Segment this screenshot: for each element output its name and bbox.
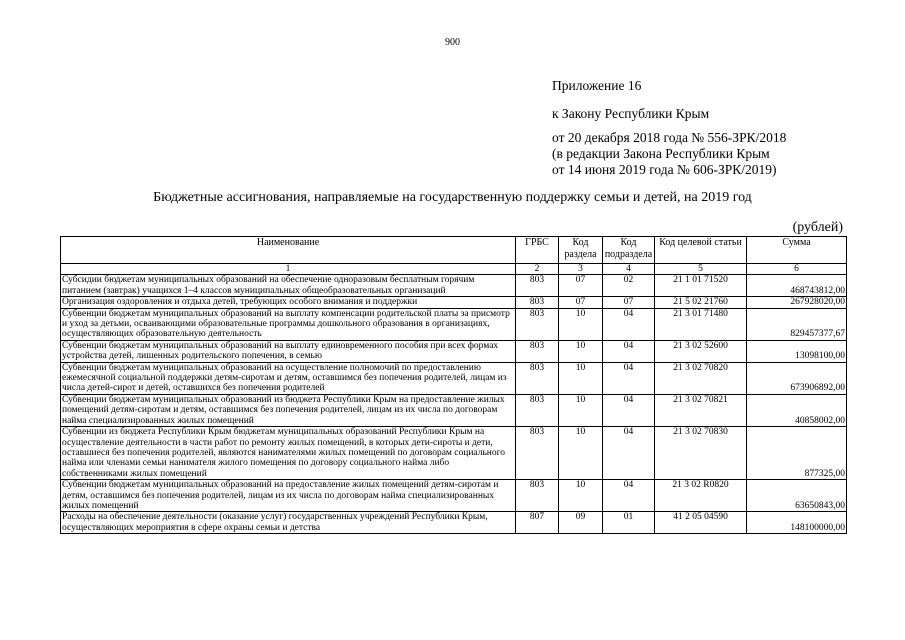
row-sum: 13098100,00 <box>747 340 847 362</box>
header-target-code: Код целевой статьи <box>655 237 747 264</box>
row-name: Организация оздоровления и отдыха детей, требующих особого внимания и поддержки <box>61 297 516 308</box>
row-target-code: 41 2 05 04590 <box>655 512 747 534</box>
table-row <box>61 427 847 480</box>
row-name: Субвенции бюджетам муниципальных образований на выплату единовременного пособия при всех формах устройства детей, лишенных родительского попечения, в семью <box>61 340 516 362</box>
row-podrazdel: 04 <box>603 480 655 512</box>
row-razdel: 10 <box>559 340 603 362</box>
row-grbs: 803 <box>516 480 559 512</box>
col-number: 3 <box>559 264 603 275</box>
table-row <box>61 308 847 340</box>
row-grbs: 803 <box>516 394 559 426</box>
appendix-title: Приложение 16 <box>552 78 642 93</box>
row-podrazdel: 04 <box>603 394 655 426</box>
row-name: Субвенции бюджетам муниципальных образований на осуществление полномочий по предоставлению ежемесячной социальной поддержки детям-сиротам и детям, оставшимся без попечения родителей, лицам из числа детей-сирот и детей, оставшихся без попечения родителей <box>61 362 516 394</box>
table-header-row <box>61 237 847 264</box>
row-razdel: 10 <box>559 394 603 426</box>
table-row <box>61 362 847 394</box>
appendix-line-5: от 14 июня 2019 года № 606-ЗРК/2019) <box>552 162 777 177</box>
row-name: Субсидии бюджетам муниципальных образований на обеспечение одноразовым бесплатным горячим питанием (завтрак) учащихся 1–4 классов муниципальных общеобразовательных организаций <box>61 275 516 297</box>
row-grbs: 803 <box>516 297 559 308</box>
appendix-line-3: от 20 декабря 2018 года № 556-ЗРК/2018 <box>552 130 787 145</box>
row-name: Субвенции бюджетам муниципальных образований из бюджета Республики Крым на предоставление жилых помещений детям-сиротам и детям, оставшимся без попечения родителей, лицам из их числа по договорам найма специализированных жилых помещений <box>61 394 516 426</box>
unit-label: (рублей) <box>792 220 843 235</box>
document-title: Бюджетные ассигнования, направляемые на государственную поддержку семьи и детей, на 2019 год <box>153 190 752 205</box>
row-razdel: 07 <box>559 297 603 308</box>
row-sum: 267928020,00 <box>747 297 847 308</box>
row-grbs: 807 <box>516 512 559 534</box>
row-razdel: 10 <box>559 427 603 480</box>
header-razdel: Код раздела <box>559 237 603 264</box>
row-sum: 468743812,00 <box>747 275 847 297</box>
row-target-code: 21 5 02 21760 <box>655 297 747 308</box>
row-target-code: 21 3 01 71480 <box>655 308 747 340</box>
header-podrazdel: Код подраздела <box>603 237 655 264</box>
column-number-row <box>61 264 847 275</box>
row-grbs: 803 <box>516 427 559 480</box>
row-podrazdel: 02 <box>603 275 655 297</box>
row-target-code: 21 3 02 70821 <box>655 394 747 426</box>
appendix-law-ref: к Закону Республики Крым <box>552 106 710 121</box>
header-name: Наименование <box>61 237 516 264</box>
row-name: Субвенции из бюджета Республики Крым бюджетам муниципальных образований Республики Крым на осуществление деятельности в части работ по ремонту жилых помещений, в которых дети-сироты и дети, оставшиеся без попечения родителей, являются нанимателями жилых помещений по договорам социального найма или членами семьи нанимателя жилого помещения по договору социального найма либо собственниками жилых помещений <box>61 427 516 480</box>
row-podrazdel: 04 <box>603 308 655 340</box>
row-name: Расходы на обеспечение деятельности (оказание услуг) государственных учреждений Республики Крым, осуществляющих мероприятия в сфере охраны семьи и детства <box>61 512 516 534</box>
row-target-code: 21 3 02 70820 <box>655 362 747 394</box>
budget-table <box>60 236 847 534</box>
row-grbs: 803 <box>516 275 559 297</box>
row-target-code: 21 1 01 71520 <box>655 275 747 297</box>
row-sum: 877325,00 <box>747 427 847 480</box>
row-podrazdel: 04 <box>603 340 655 362</box>
col-number: 4 <box>603 264 655 275</box>
row-name: Субвенции бюджетам муниципальных образований на предоставление жилых помещений детям-сиротам и детям, оставшимся без попечения родителей, лицам из их числа по договорам найма специализированных жилых помещений <box>61 480 516 512</box>
row-sum: 829457377,67 <box>747 308 847 340</box>
table-row <box>61 394 847 426</box>
table-row <box>61 480 847 512</box>
appendix-line-4: (в редакции Закона Республики Крым <box>552 146 770 161</box>
row-razdel: 09 <box>559 512 603 534</box>
row-razdel: 07 <box>559 275 603 297</box>
col-number: 1 <box>61 264 516 275</box>
row-razdel: 10 <box>559 308 603 340</box>
row-podrazdel: 04 <box>603 362 655 394</box>
row-sum: 63650843,00 <box>747 480 847 512</box>
col-number: 6 <box>747 264 847 275</box>
row-grbs: 803 <box>516 362 559 394</box>
row-target-code: 21 3 02 70830 <box>655 427 747 480</box>
appendix-law-date <box>552 130 786 178</box>
row-razdel: 10 <box>559 362 603 394</box>
table-row <box>61 275 847 297</box>
row-sum: 40858002,00 <box>747 394 847 426</box>
table-row <box>61 512 847 534</box>
header-sum: Сумма <box>747 237 847 264</box>
col-number: 5 <box>655 264 747 275</box>
row-podrazdel: 04 <box>603 427 655 480</box>
row-grbs: 803 <box>516 340 559 362</box>
page-number: 900 <box>445 37 460 48</box>
row-sum: 148100000,00 <box>747 512 847 534</box>
table-row <box>61 297 847 308</box>
row-target-code: 21 3 02 R0820 <box>655 480 747 512</box>
row-podrazdel: 07 <box>603 297 655 308</box>
row-sum: 673906892,00 <box>747 362 847 394</box>
header-grbs: ГРБС <box>516 237 559 264</box>
table-row <box>61 340 847 362</box>
row-podrazdel: 01 <box>603 512 655 534</box>
row-name: Субвенции бюджетам муниципальных образований на выплату компенсации родительской платы за присмотр и уход за детьми, осваивающими образовательные программы дошкольного образования в организациях, осуществляющих образовательную деятельность <box>61 308 516 340</box>
col-number: 2 <box>516 264 559 275</box>
row-target-code: 21 3 02 52600 <box>655 340 747 362</box>
row-grbs: 803 <box>516 308 559 340</box>
row-razdel: 10 <box>559 480 603 512</box>
